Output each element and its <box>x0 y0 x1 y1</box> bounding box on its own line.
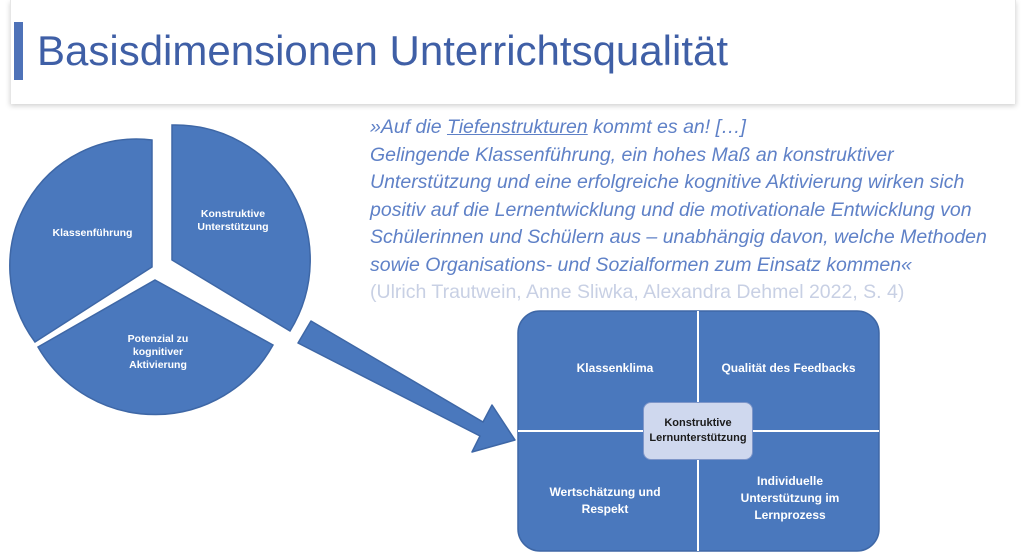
pie-label-text: Konstruktive <box>200 208 266 220</box>
matrix-label-text: Lernprozess <box>754 508 826 522</box>
quote-line: sowie Organisations- und Sozialformen zum Einsatz kommen« <box>370 253 912 276</box>
quote-text: kommt es an! […] <box>587 116 746 138</box>
matrix-center-box <box>643 402 753 460</box>
quote-underlined-term: Tiefenstrukturen <box>446 116 588 138</box>
quote-block <box>370 114 1010 307</box>
pie-label-text: Unterstützung <box>197 221 269 233</box>
matrix-label-text: Unterstützung im <box>740 491 840 505</box>
center-box-text: Lernunterstützung <box>649 432 747 444</box>
quote-line: Gelingende Klassenführung, ein hohes Maß an konstruktiver <box>370 143 894 166</box>
quote-line <box>370 114 1010 142</box>
pie-label-cognitive-activation <box>108 333 208 372</box>
matrix-label-text: Klassenklima <box>576 361 654 375</box>
matrix-label-feedback-quality <box>706 360 871 377</box>
pie-label-text: kognitiver <box>132 346 184 358</box>
pie-label-classroom-management <box>35 227 150 240</box>
quote-line: Unterstützung und eine erfolgreiche kognitive Aktivierung wirken sich <box>370 171 965 193</box>
quote-line: Schülerinnen und Schülern aus – unabhängig davon, welche Methoden <box>370 226 987 248</box>
arrow-shape <box>298 321 515 452</box>
matrix-label-text: Individuelle <box>756 474 823 488</box>
pie-label-text: Klassenführung <box>52 227 133 239</box>
matrix-label-text: Respekt <box>581 502 629 516</box>
pie-label-constructive-support <box>183 208 283 234</box>
pie-label-text: Potenzial zu <box>127 333 189 345</box>
quote-citation: (Ulrich Trautwein, Anne Sliwka, Alexandra Dehmel 2022, S. 4) <box>370 281 905 303</box>
slide-title: Basisdimensionen Unterrichtsqualität <box>37 27 729 74</box>
matrix-label-appreciation-respect <box>530 484 680 518</box>
quote-text: »Auf die <box>370 116 447 138</box>
matrix-label-text: Qualität des Feedbacks <box>721 361 856 375</box>
pie-label-text: Aktivierung <box>129 359 187 371</box>
center-box-text: Konstruktive <box>664 417 732 429</box>
matrix-label-classroom-climate <box>540 360 690 377</box>
matrix-label-individual-support <box>710 473 870 524</box>
quote-line: positiv auf die Lernentwicklung und die motivationale Entwicklung von <box>370 198 972 221</box>
matrix-label-text: Wertschätzung und <box>549 485 661 499</box>
